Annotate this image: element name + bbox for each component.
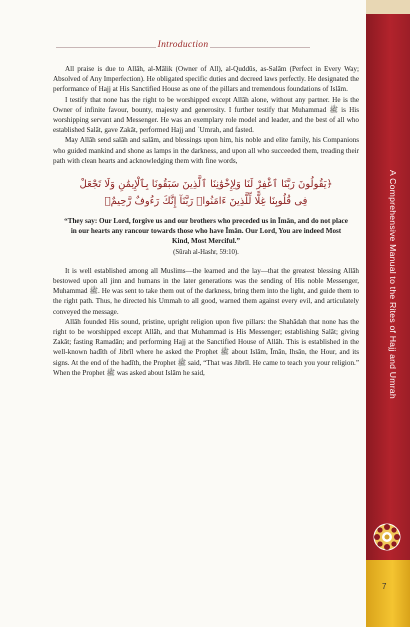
side-book-title: A Comprehensive Manual to the Rites of Hajj and Umrah <box>388 170 398 399</box>
page-header-title: Introduction <box>157 40 209 50</box>
page-body <box>53 64 359 378</box>
arabic-verse-line-1: ﴿يَقُولُونَ رَبَّنَا ٱغْفِرْ لَنَا وَلِإِخْوَٰنِنَا ٱلَّذِينَ سَبَقُونَا بِٱلْإِيمَٰنِ وَلَا تَجْعَلْ <box>79 179 333 191</box>
arabic-verse-line-2: فِى قُلُوبِنَا غِلًّا لِّلَّذِينَ ءَامَنُوا۟ رَبَّنَآ إِنَّكَ رَءُوفٌ رَّحِيمٌ﴾ <box>104 196 308 208</box>
side-band-gold-tab <box>366 560 410 627</box>
rosette-ornament-icon <box>372 522 402 552</box>
verse-translation: “They say: Our Lord, forgive us and our brothers who preceded us in Īmān, and do not place in our hearts any rancour towards those who have Īmān. Our Lord, You are indeed Most Kind, Most Merciful.” <box>64 217 348 246</box>
side-band-top-cap <box>366 0 410 14</box>
verse-citation: (Sūrah al-Hashr, 59:10). <box>173 248 239 256</box>
paragraph-testimony: I testify that none has the right to be worshipped except Allāh alone, without any partner. He is the Owner of infinite favour, bounty, majesty and generosity. I further testify that Muhammad ﷺ is His worshipping servant and Messenger. He was an exemplary role model and leader, and the best of all who established Salāt, gave Zakāt, performed Hajj and ʿUmrah, and fasted. <box>53 95 359 135</box>
page-number: 7 <box>382 582 387 591</box>
paragraph-greatest-blessing: It is well established among all Muslims—the learned and the lay—that the greatest blessing Allāh bestowed upon all jinn and humans in the later generations was the sending of His noble Messenger, Muhammad ﷺ. He was sent to take them out of the darkness, bring them into the light, and guide them to the right path. Thus, he directed his Ummah to all good, warned them against every evil, and articulately conveyed the message. <box>53 266 360 316</box>
header-rule-right <box>210 47 310 48</box>
paragraph-five-pillars: Allāh founded His sound, pristine, upright religion upon five pillars: the Shahādah that none has the right to be worshipped except Allāh, and that Muhammad is His Messenger; establishing Salāt; giving Zakāt; fasting Ramadān; and performing Hajj at the Sanctified House of Allāh. This is established in the well-known hadīth of Jibrīl where he asked the Prophet ﷺ about Islām, Īmān, Ihsān, the Hour, and its signs. At the end of the hadīth, the Prophet ﷺ said, “That was Jibrīl. He came to teach you your religion.” When the Prophet ﷺ was asked about Islām he said, <box>53 317 360 377</box>
paragraph-blessings: May Allāh send salāh and salām, and blessings upon him, his noble and elite family, his Companions who guided mankind and shone as lamps in the darkness, and upon all who succeeded them, treading their path with clean hearts and acknowledging them with fine words, <box>53 136 359 165</box>
arabic-verse <box>53 176 359 210</box>
paragraph-praise: All praise is due to Allāh, al-Mālik (Owner of All), al-Quddūs, as-Salām (Perfect in Every Way; Absolved of Any Imperfection). He obligated specific duties and decreed laws perfectly. He designated the performance of Hajj at His Sanctified House as one of the pillars and tremendous foundations of Islām. <box>53 65 359 94</box>
